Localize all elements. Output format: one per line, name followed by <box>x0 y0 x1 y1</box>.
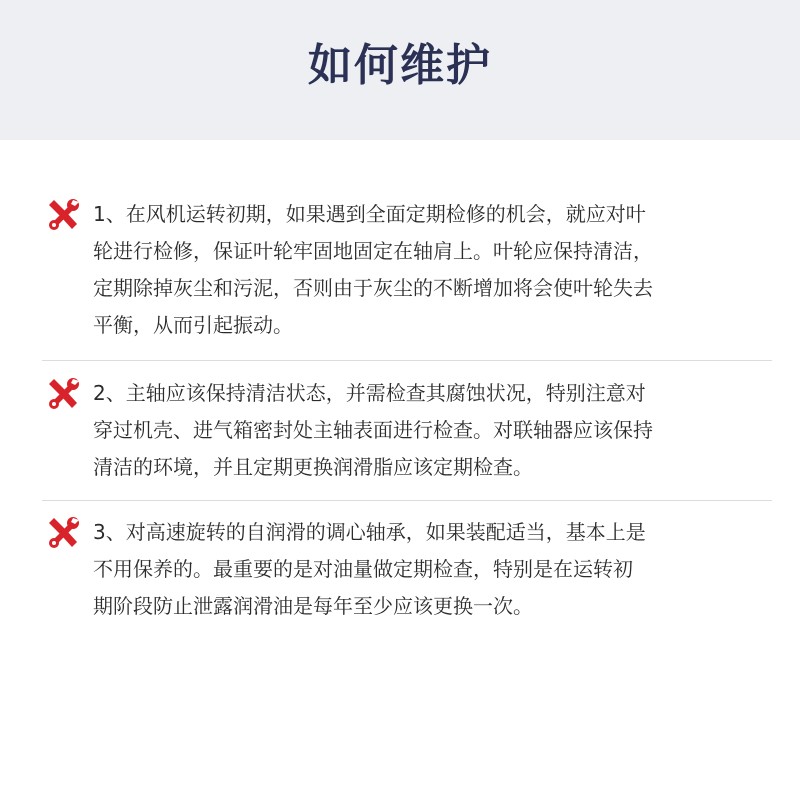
wrench-screwdriver-icon <box>46 516 80 550</box>
wrench-screwdriver-icon <box>46 377 80 411</box>
item-text <box>93 514 763 625</box>
item-line: 3、对高速旋转的自润滑的调心轴承，如果装配适当，基本上是 <box>93 520 646 544</box>
item-text <box>93 375 763 486</box>
header-band <box>0 0 800 140</box>
divider <box>42 500 772 501</box>
item-text <box>93 196 763 344</box>
divider <box>42 360 772 361</box>
item-line: 穿过机壳、进气箱密封处主轴表面进行检查。对联轴器应该保持 <box>93 418 653 442</box>
item-line: 清洁的环境，并且定期更换润滑脂应该定期检查。 <box>93 455 533 479</box>
item-line: 不用保养的。最重要的是对油量做定期检查，特别是在运转初 <box>93 557 633 581</box>
wrench-screwdriver-icon <box>46 198 80 232</box>
item-line: 期阶段防止泄露润滑油是每年至少应该更换一次。 <box>93 594 533 618</box>
item-line: 1、在风机运转初期，如果遇到全面定期检修的机会，就应对叶 <box>93 202 646 226</box>
item-line: 平衡，从而引起振动。 <box>93 313 293 337</box>
item-line: 轮进行检修，保证叶轮牢固地固定在轴肩上。叶轮应保持清洁， <box>93 239 653 263</box>
item-line: 定期除掉灰尘和污泥，否则由于灰尘的不断增加将会使叶轮失去 <box>93 276 653 300</box>
page-title: 如何维护 <box>308 40 492 91</box>
item-line: 2、主轴应该保持清洁状态，并需检查其腐蚀状况，特别注意对 <box>93 381 646 405</box>
